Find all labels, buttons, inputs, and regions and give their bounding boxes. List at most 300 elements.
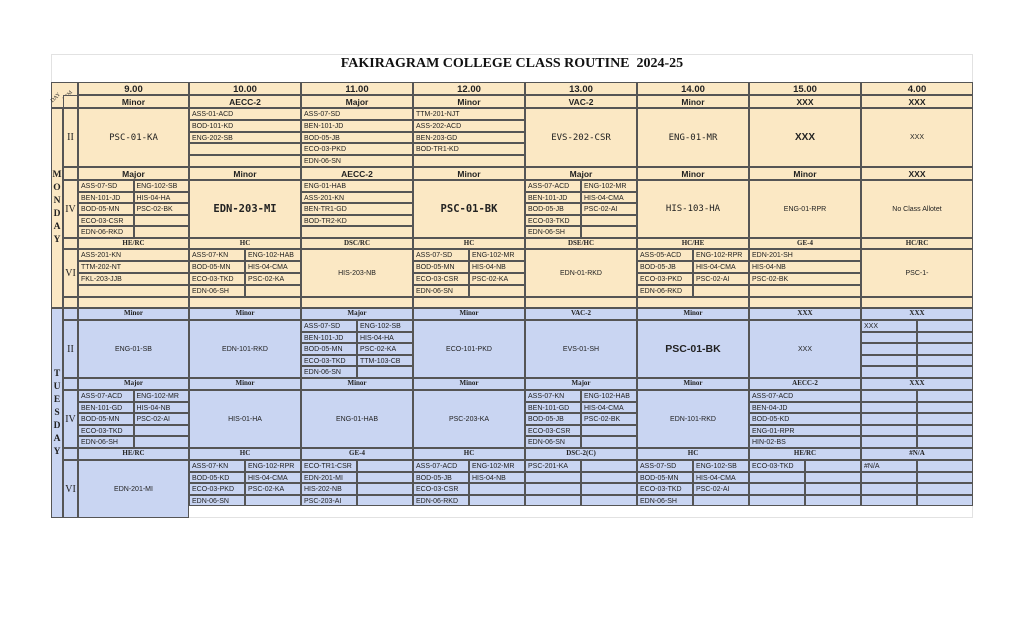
- subject-header: HC: [413, 238, 525, 249]
- blank-row-cell: [189, 297, 301, 308]
- class-entry: ASS-05-ACD: [637, 249, 693, 261]
- monday-day-cell: [51, 108, 63, 308]
- class-entry: ECO-03-CSR: [78, 215, 134, 227]
- class-cell: PSC-1-: [861, 249, 973, 297]
- class-entry: ASS-201-KN: [301, 192, 413, 204]
- class-entry: BOD-05-MN: [413, 261, 469, 273]
- class-entry: ASS-07-ACD: [525, 180, 581, 192]
- class-cell: EDN-203-MI: [189, 180, 301, 238]
- time-header: 10.00: [189, 82, 301, 95]
- class-entry: [917, 343, 973, 355]
- class-entry: ECO-03-TKD: [78, 425, 134, 437]
- semester-label: II: [63, 320, 78, 378]
- class-cell: EDN-101-RKD: [637, 390, 749, 448]
- time-header: 13.00: [525, 82, 637, 95]
- class-entry: BOD-05-MN: [78, 203, 134, 215]
- class-entry: [134, 226, 190, 238]
- class-entry: [525, 483, 581, 495]
- class-entry: ASS-07-SD: [637, 460, 693, 472]
- subject-header: Minor: [189, 378, 301, 390]
- class-entry: [469, 495, 525, 507]
- class-cell: EDN-101-RKD: [189, 320, 301, 378]
- class-cell: EVS-202-CSR: [525, 108, 637, 167]
- class-entry: ENG-102-HAB: [581, 390, 637, 402]
- class-entry: [917, 366, 973, 378]
- class-entry: ENG-102-RPR: [693, 249, 749, 261]
- time-header: 4.00: [861, 82, 973, 95]
- day-letter: S: [54, 407, 60, 418]
- class-entry: [861, 425, 917, 437]
- class-cell: ENG-01-HAB: [301, 390, 413, 448]
- semester-header-spacer: [63, 308, 78, 320]
- class-cell: PSC-01-KA: [78, 108, 189, 167]
- class-entry: EDN-06-SN: [413, 285, 469, 297]
- class-cell: PSC-01-BK: [637, 320, 749, 378]
- class-entry: [525, 495, 581, 507]
- class-entry: [357, 472, 413, 484]
- time-header: 12.00: [413, 82, 525, 95]
- class-entry: BOD-05-JB: [525, 413, 581, 425]
- class-entry: BOD-05-MN: [637, 472, 693, 484]
- class-entry: ENG-102-SB: [693, 460, 749, 472]
- class-entry: EDN-06-RKD: [413, 495, 469, 507]
- blank-row-cell: [413, 297, 525, 308]
- semester-header-spacer: [63, 378, 78, 390]
- class-entry: [581, 495, 637, 507]
- class-entry: EDN-06-SH: [189, 285, 245, 297]
- semester-label: VI: [63, 460, 78, 518]
- class-entry: BEN-TR1-GD: [301, 203, 413, 215]
- class-entry: [917, 390, 973, 402]
- subject-header: DSE/HC: [525, 238, 637, 249]
- subject-header: XXX: [749, 308, 861, 320]
- class-entry: [861, 495, 917, 507]
- class-entry: BOD-05-JB: [525, 203, 581, 215]
- class-entry: HIS-04-CMA: [581, 192, 637, 204]
- class-entry: [917, 413, 973, 425]
- class-entry: [581, 215, 637, 227]
- class-entry: [917, 320, 973, 332]
- page-title: FAKIRAGRAM COLLEGE CLASS ROUTINE 2024-25: [340, 56, 684, 71]
- day-letter: N: [53, 196, 61, 206]
- class-cell: ENG-01-RPR: [749, 180, 861, 238]
- class-entry: ENG-102-SB: [134, 180, 190, 192]
- subject-header: Minor: [637, 95, 749, 108]
- class-entry: EDN-06-SN: [301, 155, 413, 167]
- class-entry: BOD-05-KD: [749, 413, 861, 425]
- class-entry: PSC-02-AI: [693, 273, 749, 285]
- class-entry: HIS-04-CMA: [245, 261, 301, 273]
- subject-header: Major: [301, 95, 413, 108]
- class-entry: ECO-03-TKD: [637, 483, 693, 495]
- class-entry: HIS-04-CMA: [581, 402, 637, 414]
- class-entry: BEN-101-GD: [78, 402, 134, 414]
- class-entry: EDN-06-SH: [525, 226, 581, 238]
- class-entry: ASS-07-ACD: [749, 390, 861, 402]
- class-entry: ASS-07-SD: [78, 180, 134, 192]
- day-letter: Y: [53, 446, 61, 457]
- class-entry: ENG-102-MR: [134, 390, 190, 402]
- blank-row-cell: [749, 297, 861, 308]
- class-entry: [861, 436, 917, 448]
- class-cell: EVS-01-SH: [525, 320, 637, 378]
- class-cell: XXX: [749, 108, 861, 167]
- subject-header: Minor: [637, 378, 749, 390]
- day-letter: U: [53, 381, 61, 392]
- semester-header-spacer: [63, 95, 78, 108]
- subject-header: HE/RC: [78, 448, 189, 460]
- class-entry: BEN-101-GD: [525, 402, 581, 414]
- subject-header: Minor: [189, 308, 301, 320]
- class-entry: [861, 472, 917, 484]
- class-entry: EDN-06-SN: [301, 366, 357, 378]
- day-letter: O: [53, 183, 61, 193]
- class-entry: [469, 483, 525, 495]
- class-entry: [581, 472, 637, 484]
- class-cell: XXX: [749, 320, 861, 378]
- class-entry: [917, 436, 973, 448]
- subject-header: Minor: [413, 167, 525, 180]
- blank-row-cell: [63, 297, 78, 308]
- subject-header: Minor: [637, 308, 749, 320]
- class-entry: EDN-06-RKD: [78, 226, 134, 238]
- class-entry: EDN-06-RKD: [637, 285, 693, 297]
- subject-header: Minor: [301, 378, 413, 390]
- class-entry: ENG-102-MR: [581, 180, 637, 192]
- class-entry: [861, 343, 917, 355]
- class-entry: [861, 402, 917, 414]
- time-header: 9.00: [78, 82, 189, 95]
- class-entry: [693, 495, 749, 507]
- subject-header: XXX: [861, 378, 973, 390]
- blank-row-cell: [301, 297, 413, 308]
- semester-label: IV: [63, 390, 78, 448]
- class-entry: [357, 495, 413, 507]
- class-entry: #N/A: [861, 460, 917, 472]
- subject-header: Major: [78, 167, 189, 180]
- day-letter: Y: [53, 235, 61, 245]
- class-entry: BOD-05-MN: [78, 413, 134, 425]
- class-entry: [581, 425, 637, 437]
- subject-header: DSC/RC: [301, 238, 413, 249]
- class-entry: PSC-02-BK: [581, 413, 637, 425]
- class-entry: BOD-TR1-KD: [413, 143, 525, 155]
- class-entry: ENG-102-RPR: [245, 460, 301, 472]
- class-entry: [469, 285, 525, 297]
- subject-header: HE/RC: [78, 238, 189, 249]
- class-entry: ASS-07-KN: [189, 460, 245, 472]
- class-entry: [749, 472, 805, 484]
- time-header: 11.00: [301, 82, 413, 95]
- class-entry: [581, 226, 637, 238]
- class-entry: ECO-03-TKD: [189, 273, 245, 285]
- class-entry: [357, 366, 413, 378]
- class-entry: [917, 472, 973, 484]
- subject-header: Major: [301, 308, 413, 320]
- subject-header: Minor: [413, 95, 525, 108]
- class-entry: ASS-07-SD: [413, 249, 469, 261]
- class-entry: TTM-201-NJT: [413, 108, 525, 120]
- time-header: 15.00: [749, 82, 861, 95]
- class-entry: [189, 155, 301, 167]
- class-entry: ENG-102-HAB: [245, 249, 301, 261]
- class-entry: ECO-03-TKD: [749, 460, 805, 472]
- subject-header: HE/RC: [749, 448, 861, 460]
- class-entry: ASS-07-ACD: [413, 460, 469, 472]
- class-entry: PSC-02-BK: [749, 273, 861, 285]
- class-entry: ENG-01-HAB: [301, 180, 413, 192]
- class-entry: [245, 285, 301, 297]
- day-letter: A: [53, 222, 61, 232]
- subject-header: #N/A: [861, 448, 973, 460]
- time-header: 14.00: [637, 82, 749, 95]
- class-entry: [357, 460, 413, 472]
- class-entry: HIS-202-NB: [301, 483, 357, 495]
- class-entry: PSC-02-AI: [693, 483, 749, 495]
- class-entry: HIS-04-NB: [134, 402, 190, 414]
- class-entry: ECO-03-TKD: [301, 355, 357, 367]
- class-entry: TTM-202-NT: [78, 261, 189, 273]
- subject-header: Minor: [413, 308, 525, 320]
- semester-header-spacer: [63, 238, 78, 249]
- class-entry: [917, 332, 973, 344]
- class-entry: [861, 332, 917, 344]
- class-entry: HIS-04-NB: [469, 261, 525, 273]
- subject-header: HC: [189, 238, 301, 249]
- subject-header: Minor: [189, 167, 301, 180]
- class-entry: [861, 390, 917, 402]
- subject-header: XXX: [861, 308, 973, 320]
- semester-label: IV: [63, 180, 78, 238]
- class-entry: ECO-03-TKD: [525, 215, 581, 227]
- class-cell: PSC-203-KA: [413, 390, 525, 448]
- subject-header: HC/HE: [637, 238, 749, 249]
- subject-header: XXX: [861, 95, 973, 108]
- class-entry: [134, 215, 190, 227]
- class-entry: PSC-02-KA: [357, 343, 413, 355]
- class-cell: XXX: [861, 108, 973, 167]
- class-entry: HIS-04-CMA: [245, 472, 301, 484]
- class-entry: ENG-202-SB: [189, 132, 301, 144]
- class-entry: ECO-03-CSR: [413, 483, 469, 495]
- class-entry: [581, 460, 637, 472]
- day-letter: E: [53, 394, 61, 405]
- subject-header: XXX: [861, 167, 973, 180]
- day-letter: A: [53, 433, 61, 444]
- class-cell: PSC-01-BK: [413, 180, 525, 238]
- class-entry: EDN-06-SN: [525, 436, 581, 448]
- class-entry: BEN-101-JD: [525, 192, 581, 204]
- class-entry: [917, 483, 973, 495]
- day-letter: T: [53, 368, 61, 379]
- class-entry: BEN-101-JD: [78, 192, 134, 204]
- class-entry: TTM-103-CB: [357, 355, 413, 367]
- class-entry: [917, 402, 973, 414]
- class-entry: [581, 436, 637, 448]
- class-entry: [917, 355, 973, 367]
- class-entry: PSC-02-AI: [581, 203, 637, 215]
- class-entry: BOD-05-JB: [413, 472, 469, 484]
- class-entry: [861, 483, 917, 495]
- class-entry: ECO-03-PKD: [301, 143, 413, 155]
- class-cell: ENG-01-SB: [78, 320, 189, 378]
- class-entry: ECO-03-PKD: [189, 483, 245, 495]
- class-entry: ASS-07-KN: [525, 390, 581, 402]
- subject-header: HC: [413, 448, 525, 460]
- subject-header: HC: [189, 448, 301, 460]
- class-entry: ECO-03-CSR: [413, 273, 469, 285]
- class-entry: [245, 495, 301, 507]
- class-cell: No Class Allotet: [861, 180, 973, 238]
- class-entry: PSC-02-AI: [134, 413, 190, 425]
- class-entry: [917, 460, 973, 472]
- subject-header: Minor: [637, 167, 749, 180]
- class-entry: [805, 483, 861, 495]
- class-entry: ASS-07-ACD: [78, 390, 134, 402]
- subject-header: Minor: [78, 95, 189, 108]
- class-entry: HIS-04-CMA: [693, 261, 749, 273]
- subject-header: AECC-2: [749, 378, 861, 390]
- class-entry: [917, 495, 973, 507]
- class-entry: HIS-04-HA: [357, 332, 413, 344]
- class-entry: EDN-201-MI: [301, 472, 357, 484]
- subject-header: VAC-2: [525, 95, 637, 108]
- class-entry: ECO-03-PKD: [637, 273, 693, 285]
- day-letter: M: [52, 170, 62, 180]
- blank-row-cell: [78, 297, 189, 308]
- class-entry: BEN-04-JD: [749, 402, 861, 414]
- class-cell: HIS-103-HA: [637, 180, 749, 238]
- class-entry: EDN-201-SH: [749, 249, 861, 261]
- class-cell: HIS-01-HA: [189, 390, 301, 448]
- class-entry: PSC-201-KA: [525, 460, 581, 472]
- corner-day-label: DAY: [49, 91, 63, 105]
- class-entry: BEN-101-JD: [301, 332, 357, 344]
- class-entry: BEN-203-GD: [413, 132, 525, 144]
- subject-header: Major: [525, 167, 637, 180]
- class-entry: [805, 460, 861, 472]
- blank-row-cell: [861, 297, 973, 308]
- class-entry: [861, 366, 917, 378]
- class-entry: [78, 285, 189, 297]
- class-entry: ENG-102-SB: [357, 320, 413, 332]
- class-entry: [301, 226, 413, 238]
- subject-header: HC/RC: [861, 238, 973, 249]
- tuesday-day-cell: [51, 308, 63, 518]
- class-entry: [189, 143, 301, 155]
- class-entry: ASS-202-ACD: [413, 120, 525, 132]
- class-entry: EDN-06-SH: [637, 495, 693, 507]
- semester-label: VI: [63, 249, 78, 297]
- class-entry: FKL-203-JJB: [78, 273, 189, 285]
- class-entry: PSC-02-BK: [134, 203, 190, 215]
- class-entry: HIS-04-HA: [134, 192, 190, 204]
- class-entry: [525, 472, 581, 484]
- subject-header: GE-4: [301, 448, 413, 460]
- class-entry: ASS-01-ACD: [189, 108, 301, 120]
- class-entry: EDN-06-SH: [78, 436, 134, 448]
- class-entry: ECO-TR1-CSR: [301, 460, 357, 472]
- subject-header: Minor: [413, 378, 525, 390]
- class-entry: ASS-07-KN: [189, 249, 245, 261]
- subject-header: Major: [78, 378, 189, 390]
- semester-header-spacer: [63, 167, 78, 180]
- class-entry: ENG-102-MR: [469, 249, 525, 261]
- class-entry: [805, 495, 861, 507]
- class-entry: [749, 483, 805, 495]
- class-cell: EDN-01-RKD: [525, 249, 637, 297]
- blank-row-cell: [637, 297, 749, 308]
- class-entry: ENG-01-RPR: [749, 425, 861, 437]
- day-letter: D: [53, 209, 61, 219]
- subject-header: DSC-2(C): [525, 448, 637, 460]
- class-entry: HIS-04-NB: [749, 261, 861, 273]
- class-cell: ENG-01-MR: [637, 108, 749, 167]
- class-cell: ECO-101-PKD: [413, 320, 525, 378]
- class-entry: ECO-03-CSR: [525, 425, 581, 437]
- blank-row-cell: [525, 297, 637, 308]
- class-entry: [749, 495, 805, 507]
- class-entry: [749, 285, 861, 297]
- class-entry: ASS-07-SD: [301, 320, 357, 332]
- subject-header: Major: [525, 378, 637, 390]
- class-entry: PSC-203-AI: [301, 495, 357, 507]
- class-entry: PSC-02-KA: [469, 273, 525, 285]
- subject-header: XXX: [749, 95, 861, 108]
- subject-header: AECC-2: [301, 167, 413, 180]
- class-entry: BOD-05-MN: [301, 343, 357, 355]
- class-entry: [693, 285, 749, 297]
- class-entry: [861, 355, 917, 367]
- subject-header: VAC-2: [525, 308, 637, 320]
- class-entry: [917, 425, 973, 437]
- class-entry: HIN-02-BS: [749, 436, 861, 448]
- class-entry: XXX: [861, 320, 917, 332]
- subject-header: Minor: [749, 167, 861, 180]
- subject-header: HC: [637, 448, 749, 460]
- class-entry: ENG-102-MR: [469, 460, 525, 472]
- class-entry: BOD-05-KD: [189, 472, 245, 484]
- class-entry: [357, 483, 413, 495]
- class-entry: BOD-05-JB: [637, 261, 693, 273]
- class-entry: ASS-07-SD: [301, 108, 413, 120]
- subject-header: GE-4: [749, 238, 861, 249]
- class-entry: [861, 413, 917, 425]
- class-entry: BEN-101-JD: [301, 120, 413, 132]
- class-entry: [134, 425, 190, 437]
- class-entry: ASS-201-KN: [78, 249, 189, 261]
- class-entry: HIS-04-CMA: [693, 472, 749, 484]
- semester-label: II: [63, 108, 78, 167]
- class-entry: [413, 155, 525, 167]
- class-cell: HIS-203-NB: [301, 249, 413, 297]
- class-entry: BOD-TR2-KD: [301, 215, 413, 227]
- day-letter: D: [53, 420, 61, 431]
- class-entry: BOD-101-KD: [189, 120, 301, 132]
- class-entry: [805, 472, 861, 484]
- class-entry: BOD-05-JB: [301, 132, 413, 144]
- class-entry: [581, 483, 637, 495]
- class-entry: [134, 436, 190, 448]
- class-entry: BOD-05-MN: [189, 261, 245, 273]
- subject-header: AECC-2: [189, 95, 301, 108]
- class-cell: EDN-201-MI: [78, 460, 189, 518]
- semester-header-spacer: [63, 448, 78, 460]
- class-entry: EDN-06-SN: [189, 495, 245, 507]
- subject-header: Minor: [78, 308, 189, 320]
- class-entry: HIS-04-NB: [469, 472, 525, 484]
- class-entry: PSC-02-KA: [245, 483, 301, 495]
